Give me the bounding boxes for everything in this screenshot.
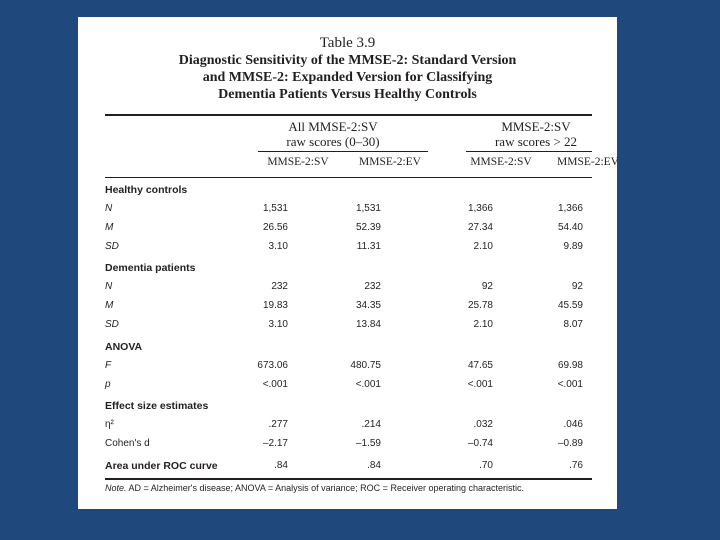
cell-col-3: 2.10 [473, 241, 493, 252]
row-label: Effect size estimates [105, 400, 209, 412]
cell-col-3: <.001 [467, 379, 493, 390]
cell-col-4: 92 [571, 281, 583, 292]
table-row [78, 278, 617, 296]
title-line-1: Diagnostic Sensitivity of the MMSE-2: Standard Version [178, 53, 517, 68]
cell-col-3: 1,366 [467, 203, 493, 214]
cell-col-1: .84 [274, 460, 288, 471]
cell-col-4: .76 [569, 460, 583, 471]
cell-col-4: 8.07 [563, 319, 583, 330]
table-row [78, 200, 617, 218]
title-line-3: Dementia Patients Versus Healthy Controls [218, 87, 477, 102]
cell-col-2: –1.59 [355, 438, 381, 449]
cell-col-3: –0.74 [467, 438, 493, 449]
section-row [78, 181, 617, 199]
cell-col-2: .84 [367, 460, 381, 471]
cell-col-4: 45.59 [557, 300, 583, 311]
cell-col-1: 673.06 [257, 360, 288, 371]
cell-col-2: 34.35 [355, 300, 381, 311]
row-label: Cohen's d [105, 438, 150, 449]
top-rule [105, 114, 592, 116]
cell-col-1: 19.83 [262, 300, 288, 311]
group-all-line2: raw scores (0–30) [286, 134, 380, 149]
group-rule-gt22 [466, 151, 592, 152]
cell-col-3: 2.10 [473, 319, 493, 330]
cell-col-2: 52.39 [355, 222, 381, 233]
row-label: Healthy controls [105, 184, 188, 196]
cell-col-1: 3.10 [268, 319, 288, 330]
cell-col-1: 26.56 [262, 222, 288, 233]
table-row [78, 219, 617, 237]
cell-col-1: 232 [271, 281, 288, 292]
cell-col-3: .032 [473, 419, 493, 430]
table-note [105, 483, 524, 493]
section-row [78, 338, 617, 356]
group-rule-all [258, 151, 428, 152]
section-row [78, 397, 617, 415]
cell-col-1: 1,531 [262, 203, 288, 214]
cell-col-4: –0.89 [557, 438, 583, 449]
table-row [78, 357, 617, 375]
row-label: SD [105, 319, 119, 330]
cell-col-3: 92 [481, 281, 493, 292]
cell-col-2: 480.75 [350, 360, 381, 371]
note-label: Note. [105, 483, 127, 493]
cell-col-1: <.001 [262, 379, 288, 390]
section-row [78, 457, 617, 475]
col-header-2: MMSE-2:EV [359, 156, 421, 168]
cell-col-4: .046 [563, 419, 583, 430]
note-text: AD = Alzheimer's disease; ANOVA = Analysis of variance; ROC = Receiver operating characteristic. [126, 483, 524, 493]
table-row [78, 297, 617, 315]
row-label: Area under ROC curve [105, 460, 218, 472]
table-row [78, 376, 617, 394]
col-header-1: MMSE-2:SV [267, 156, 329, 168]
row-label: SD [105, 241, 119, 252]
row-label: η² [105, 419, 114, 430]
cell-col-2: 1,531 [355, 203, 381, 214]
cell-col-2: <.001 [355, 379, 381, 390]
col-header-3: MMSE-2:SV [470, 156, 532, 168]
row-label: Dementia patients [105, 262, 196, 274]
cell-col-3: .70 [479, 460, 493, 471]
table-title [78, 35, 617, 103]
section-row [78, 259, 617, 277]
row-label: N [105, 281, 113, 292]
row-label: ANOVA [105, 341, 143, 353]
table-row [78, 238, 617, 256]
cell-col-3: 25.78 [467, 300, 493, 311]
cell-col-2: .214 [361, 419, 381, 430]
row-label: N [105, 203, 113, 214]
cell-col-2: 232 [364, 281, 381, 292]
cell-col-2: 11.31 [356, 241, 381, 252]
group-header-gt22 [461, 119, 611, 149]
row-label: p [105, 379, 111, 390]
table-number: Table 3.9 [319, 35, 376, 51]
col-header-4: MMSE-2:EV [557, 156, 619, 168]
table-image [78, 17, 617, 509]
title-line-2: and MMSE-2: Expanded Version for Classifying [202, 70, 493, 85]
group-gt22-line2: raw scores > 22 [494, 134, 578, 149]
cell-col-4: 69.98 [557, 360, 583, 371]
cell-col-1: –2.17 [262, 438, 288, 449]
table-row [78, 435, 617, 453]
cell-col-1: .277 [268, 419, 288, 430]
table-row [78, 416, 617, 434]
cell-col-1: 3.10 [268, 241, 288, 252]
header-rule [105, 177, 592, 178]
cell-col-2: 13.84 [355, 319, 381, 330]
cell-col-4: <.001 [557, 379, 583, 390]
bottom-rule [105, 478, 592, 480]
cell-col-4: 1,366 [557, 203, 583, 214]
cell-col-4: 9.89 [563, 241, 583, 252]
cell-col-3: 47.65 [467, 360, 493, 371]
cell-col-4: 54.40 [557, 222, 583, 233]
row-label: M [105, 300, 114, 311]
row-label: F [105, 360, 112, 371]
row-label: M [105, 222, 114, 233]
cell-col-3: 27.34 [467, 222, 493, 233]
group-all-line1: All MMSE-2:SV [288, 119, 378, 134]
group-header-all [243, 119, 423, 149]
group-gt22-line1: MMSE-2:SV [501, 119, 571, 134]
table-row [78, 316, 617, 334]
